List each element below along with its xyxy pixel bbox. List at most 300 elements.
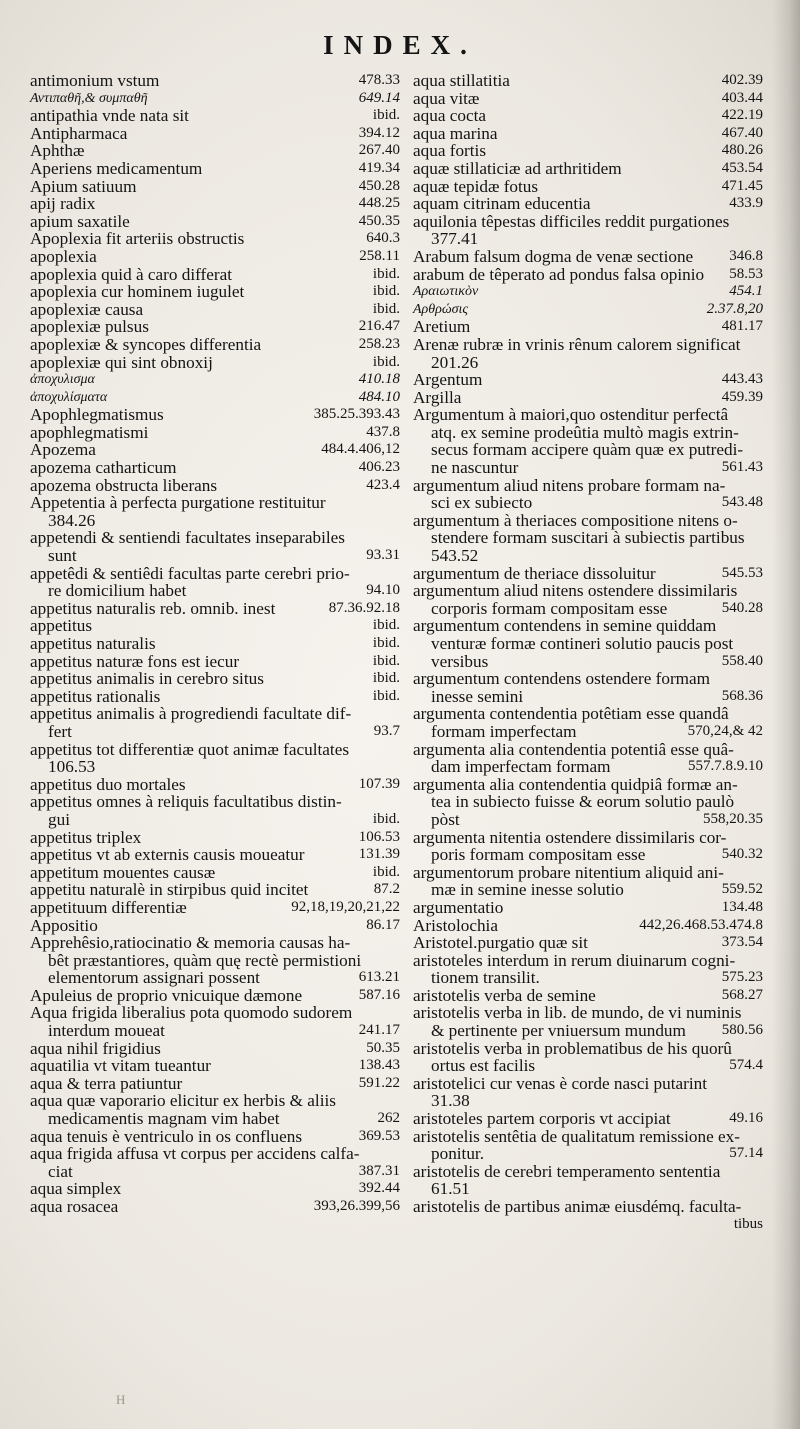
continuation-text: atq. ex semine prodeûtia multò magis extrin- xyxy=(431,422,739,442)
page-reference: 106.53 xyxy=(358,828,400,845)
entry-term: aristotelis verba in lib. de mundo, de vi numinis xyxy=(413,1003,742,1023)
entry-term: Appetentia à perfecta purgatione restituitur xyxy=(30,493,326,513)
index-entry xyxy=(413,617,765,652)
page-reference: 478.33 xyxy=(358,72,400,88)
index-entry xyxy=(413,1075,765,1110)
entry-term: Arabum falsum dogma de venæ sectione xyxy=(413,246,694,266)
entry-continuation xyxy=(413,494,763,512)
page-reference: 484.10 xyxy=(358,388,400,405)
continuation-text: medicamentis magnam vim habet xyxy=(48,1109,280,1129)
entry-term: argumentum aliud nitens probare formam na- xyxy=(413,475,726,495)
entry-term: appetendi & sentiendi facultates inseparabiles xyxy=(30,528,345,548)
page-reference: ibid. xyxy=(372,652,400,669)
continuation-text: corporis formam compositam esse xyxy=(431,598,668,618)
entry-term: ἀποχυλίσματα xyxy=(30,389,108,405)
index-entry xyxy=(413,811,765,829)
entry-term: Argilla xyxy=(413,387,462,407)
page-reference: 471.45 xyxy=(721,177,763,194)
index-entry xyxy=(413,1110,765,1128)
entry-term: appetêdi & sentiêdi facultas parte cerebri prio- xyxy=(30,563,350,583)
page-reference: 557.7.8.9.10 xyxy=(688,758,763,775)
page-reference: 545.53 xyxy=(721,564,763,581)
entry-term: appetitus rationalis xyxy=(30,686,161,706)
entry-term: appetitus animalis in cerebro situs xyxy=(30,669,264,689)
index-entry xyxy=(413,917,765,935)
index-entry xyxy=(30,1180,402,1198)
index-entry xyxy=(30,441,402,459)
entry-term: apoplexiæ qui sint obnoxij xyxy=(30,352,213,372)
index-entry xyxy=(413,477,765,512)
page-reference: ibid. xyxy=(372,670,400,687)
entry-term: aquæ stillaticiæ ad arthritidem xyxy=(413,158,622,178)
index-entry xyxy=(30,565,402,600)
page-reference: 423.4 xyxy=(366,476,400,493)
index-entry xyxy=(30,142,402,160)
page-reference: 587.16 xyxy=(358,986,400,1003)
index-entry xyxy=(30,705,402,740)
entry-term: argumentum contendens in semine quiddam xyxy=(413,616,717,636)
entry-term: aristoteles interdum in rerum diuinarum cogni- xyxy=(413,950,736,970)
index-entry xyxy=(413,776,765,811)
entry-continuation xyxy=(413,758,763,776)
index-entry xyxy=(413,512,765,547)
page-reference: ibid. xyxy=(372,107,400,124)
continuation-text: dam imperfectam formam xyxy=(431,757,611,777)
page-reference: 387.31 xyxy=(358,1162,400,1179)
index-entry xyxy=(30,354,402,372)
page-reference: 49.16 xyxy=(729,1110,763,1127)
page-reference: 2.37.8,20 xyxy=(706,300,763,317)
entry-continuation xyxy=(413,424,763,442)
entry-continuation xyxy=(413,723,763,741)
index-entry xyxy=(30,670,402,688)
index-entry xyxy=(413,582,765,617)
entry-continuation xyxy=(413,441,763,459)
entry-term: aqua frigida affusa vt corpus per accidens calfa- xyxy=(30,1144,360,1164)
page-reference: 131.39 xyxy=(358,846,400,863)
page-reference: 216.47 xyxy=(358,318,400,335)
entry-continuation xyxy=(30,1110,400,1128)
page-reference: 87.36.92.18 xyxy=(328,599,400,616)
continuation-text: versibus xyxy=(431,651,489,671)
index-entry xyxy=(413,213,765,248)
index-entry xyxy=(413,864,765,899)
entry-continuation xyxy=(413,969,763,987)
entry-term: argumentatio xyxy=(413,897,504,917)
index-entry xyxy=(30,864,402,882)
index-entry xyxy=(30,635,402,653)
entry-continuation xyxy=(413,846,763,864)
page-reference: ibid. xyxy=(372,283,400,300)
page-reference: 346.8 xyxy=(729,247,763,264)
entry-term: Apoplexia fit arteriis obstructis xyxy=(30,229,245,249)
index-entry xyxy=(30,600,402,618)
entry-term: aqua & terra patiuntur xyxy=(30,1073,183,1093)
entry-term: aqua stillatitia xyxy=(413,71,510,90)
entry-term: Aristolochia xyxy=(413,915,498,935)
page-reference: 574.4 xyxy=(729,1057,763,1074)
entry-term: Αρθρώσις xyxy=(413,301,469,317)
entry-term: apoplexia xyxy=(30,246,97,266)
entry-term: appetitus naturæ fons est iecur xyxy=(30,651,240,671)
continuation-text: venturæ formæ contineri solutio paucis post xyxy=(431,634,734,653)
entry-continuation xyxy=(413,600,763,618)
index-entry xyxy=(413,670,765,705)
page-reference: 459.39 xyxy=(721,388,763,405)
page-reference: 437.8 xyxy=(366,423,400,440)
page-reference: 591.22 xyxy=(358,1074,400,1091)
index-entry xyxy=(413,1004,765,1039)
index-entry xyxy=(413,125,765,143)
entry-term: aquam citrinam educentia xyxy=(413,194,591,214)
page-reference: 373.54 xyxy=(721,934,763,951)
continuation-text: inesse semini xyxy=(431,686,524,706)
continuation-text: tionem transilit. xyxy=(431,968,540,988)
entry-term: aristotelis verba de semine xyxy=(413,985,596,1005)
index-entry xyxy=(413,741,765,776)
index-entry xyxy=(30,160,402,178)
index-entry xyxy=(30,230,402,248)
index-entry xyxy=(30,72,402,90)
index-entry xyxy=(413,565,765,583)
index-entry xyxy=(30,917,402,935)
index-entry xyxy=(413,389,765,407)
entry-term: antipathia vnde nata sit xyxy=(30,106,189,126)
entry-term: argumentum de theriace dissoluitur xyxy=(413,563,656,583)
entry-term: argumenta nitentia ostendere dissimilaris cor- xyxy=(413,827,727,847)
page-reference: 481.17 xyxy=(721,318,763,335)
page-reference: 649.14 xyxy=(358,89,400,106)
page-title: INDEX. xyxy=(323,30,477,60)
continuation-text: 201.26 xyxy=(431,352,479,372)
continuation-text: ne nascuntur xyxy=(431,458,519,478)
index-entry xyxy=(30,987,402,1005)
entry-term: arabum de têperato ad pondus falsa opinio xyxy=(413,264,705,284)
index-entry xyxy=(30,881,402,899)
index-entry xyxy=(413,441,765,459)
page-reference: 558,20.35 xyxy=(703,810,763,827)
index-entry xyxy=(413,934,765,952)
entry-term: appetitus triplex xyxy=(30,827,142,847)
page-reference: 613.21 xyxy=(358,969,400,986)
index-entry xyxy=(30,424,402,442)
entry-continuation xyxy=(413,635,763,653)
continuation-text: interdum moueat xyxy=(48,1021,165,1041)
page-reference: ibid. xyxy=(372,265,400,282)
continuation-text: 31.38 xyxy=(431,1091,470,1111)
index-entry xyxy=(413,547,765,565)
page-reference: ibid. xyxy=(372,300,400,317)
entry-term: argumenta contendentia potêtiam esse quandâ xyxy=(413,704,729,724)
continuation-text: & pertinente per vniuersum mundum xyxy=(431,1021,686,1041)
entry-term: Aphthæ xyxy=(30,141,85,161)
entry-continuation xyxy=(30,547,400,565)
page-reference: 138.43 xyxy=(358,1057,400,1074)
continuation-text: tea in subiecto fuisse & eorum solutio paulò xyxy=(431,792,735,812)
page-reference: 480.26 xyxy=(721,142,763,159)
entry-term: apozema obstructa liberans xyxy=(30,475,218,495)
index-entry xyxy=(30,125,402,143)
entry-term: apij radix xyxy=(30,194,96,214)
entry-term: appetitus duo mortales xyxy=(30,774,186,794)
entry-term: appetitus animalis à progrediendi facultate dif- xyxy=(30,704,352,724)
continuation-text: poris formam compositam esse xyxy=(431,845,646,865)
index-entry xyxy=(30,934,402,969)
page-reference: 241.17 xyxy=(358,1022,400,1039)
signature-mark: H xyxy=(116,1392,126,1407)
entry-term: appetitus naturalis reb. omnib. inest xyxy=(30,598,276,618)
index-entry xyxy=(413,72,765,90)
entry-term: Aqua frigida liberalius pota quomodo sudorem xyxy=(30,1003,353,1023)
page-gutter-shadow xyxy=(772,0,800,1429)
index-entry xyxy=(30,1128,402,1146)
page-reference: 580.56 xyxy=(721,1022,763,1039)
entry-term: argumenta alia contendentia quidpiâ formæ an- xyxy=(413,774,738,794)
page-reference: 568.36 xyxy=(721,687,763,704)
page-reference: 558.40 xyxy=(721,652,763,669)
page-reference: 467.40 xyxy=(721,124,763,141)
index-entry xyxy=(413,301,765,319)
index-entry xyxy=(30,653,402,671)
entry-term: appetitus omnes à reliquis facultatibus distin- xyxy=(30,792,342,812)
entry-term: aquatilia vt vitam tueantur xyxy=(30,1056,211,1076)
index-entry xyxy=(30,371,402,389)
entry-term: argumenta alia contendentia potentiâ esse quâ- xyxy=(413,739,734,759)
page-reference: 393,26.399,56 xyxy=(313,1198,400,1214)
continuation-text: sunt xyxy=(48,546,77,566)
entry-continuation xyxy=(413,354,763,372)
entry-term: aqua cocta xyxy=(413,106,486,126)
page-reference: ibid. xyxy=(372,635,400,651)
entry-term: Apprehêsio,ratiocinatio & memoria causas ha- xyxy=(30,933,351,953)
page-reference: 402.39 xyxy=(721,72,763,88)
entry-term: Αντιπαθῆ,& συμπαθῆ xyxy=(30,90,148,106)
index-entry xyxy=(413,1198,765,1233)
page-reference: 93.31 xyxy=(366,547,400,564)
page-reference: 448.25 xyxy=(358,195,400,212)
continuation-text: re domicilium habet xyxy=(48,581,187,601)
index-entry xyxy=(30,213,402,231)
entry-term: aqua fortis xyxy=(413,141,487,161)
continuation-text: 543.52 xyxy=(431,546,479,566)
index-entry xyxy=(413,318,765,336)
page-reference: 540.32 xyxy=(721,846,763,863)
entry-continuation xyxy=(413,881,763,899)
index-entry xyxy=(413,142,765,160)
index-entry xyxy=(30,1040,402,1058)
entry-term: appetitus naturalis xyxy=(30,634,156,653)
page-reference: 433.9 xyxy=(729,195,763,212)
entry-continuation xyxy=(413,547,763,565)
entry-term: argumentorum probare nitentium aliquid ani- xyxy=(413,862,724,882)
page-reference: 575.23 xyxy=(721,969,763,986)
page-reference: ibid. xyxy=(372,810,400,827)
index-entry xyxy=(413,705,765,740)
entry-term: aristotelis de partibus animæ eiusdémq. faculta- xyxy=(413,1197,742,1216)
page-reference: 559.52 xyxy=(721,881,763,898)
page-reference: 258.23 xyxy=(358,335,400,352)
entry-continuation xyxy=(413,1180,763,1198)
index-entry xyxy=(413,406,765,441)
continuation-text: formam imperfectam xyxy=(431,721,577,741)
page-reference: 394.12 xyxy=(358,124,400,141)
page-reference: 570,24,& 42 xyxy=(687,722,763,739)
index-entry xyxy=(30,336,402,354)
entry-term: aristotelis sentêtia de qualitatum remissione ex- xyxy=(413,1126,740,1146)
page-reference: 262 xyxy=(377,1110,400,1127)
index-entry xyxy=(413,1040,765,1075)
index-entry xyxy=(30,1004,402,1039)
page-reference: 58.53 xyxy=(729,265,763,282)
index-entry xyxy=(30,459,402,477)
index-entry xyxy=(413,248,765,266)
index-entry xyxy=(413,178,765,196)
index-entry xyxy=(413,899,765,917)
index-entry xyxy=(30,969,402,987)
index-entry xyxy=(30,1145,402,1180)
index-column-left xyxy=(30,72,402,1216)
continuation-text: fert xyxy=(48,721,72,741)
entry-term: apophlegmatismi xyxy=(30,422,149,442)
page-reference: 392.44 xyxy=(358,1180,400,1197)
page-reference: 87.2 xyxy=(373,881,400,898)
page-reference: 561.43 xyxy=(721,459,763,476)
entry-continuation xyxy=(413,1022,763,1040)
entry-continuation xyxy=(413,1145,763,1163)
index-entry xyxy=(30,389,402,407)
page-reference: 50.35 xyxy=(366,1039,400,1056)
entry-term: aquæ tepidæ fotus xyxy=(413,176,539,196)
entry-continuation xyxy=(30,1022,400,1040)
entry-continuation xyxy=(413,688,763,706)
entry-term: aristoteles partem corporis vt accipiat xyxy=(413,1109,671,1129)
index-entry xyxy=(30,248,402,266)
page-reference: 86.17 xyxy=(366,916,400,933)
index-entry xyxy=(30,90,402,108)
entry-term: aqua tenuis è ventriculo in os confluens xyxy=(30,1126,303,1146)
page-reference: 403.44 xyxy=(721,89,763,106)
entry-continuation xyxy=(30,969,400,987)
entry-term: ἀποχυλισμα xyxy=(30,372,95,388)
continuation-text: 106.53 xyxy=(48,757,96,777)
entry-term: Argentum xyxy=(413,370,483,390)
page-reference: ibid. xyxy=(372,687,400,704)
entry-term: Apium satiuum xyxy=(30,176,137,196)
entry-term: Apuleius de proprio vnicuique dæmone xyxy=(30,985,303,1005)
continuation-text: bêt præstantiores, quàm quę rectè permistioni xyxy=(48,950,362,970)
index-entry xyxy=(30,617,402,635)
continuation-text: ortus est facilis xyxy=(431,1056,536,1076)
index-entry xyxy=(30,266,402,284)
entry-term: Aristotel.purgatio quæ sit xyxy=(413,933,588,953)
page-reference: 267.40 xyxy=(358,142,400,159)
entry-term: aristotelis de cerebri temperamento sententia xyxy=(413,1161,721,1181)
page-reference: ibid. xyxy=(372,617,400,634)
page-reference: 385.25.393.43 xyxy=(313,406,400,423)
index-entry xyxy=(30,846,402,864)
continuation-text: ponitur. xyxy=(431,1144,484,1164)
entry-continuation xyxy=(30,952,400,970)
index-entry xyxy=(30,741,402,776)
entry-term: apoplexiæ pulsus xyxy=(30,317,149,337)
page-reference: 258.11 xyxy=(359,247,400,264)
page-reference: 369.53 xyxy=(358,1127,400,1144)
entry-term: Apophlegmatismus xyxy=(30,405,164,425)
entry-term: appetitum mouentes causæ xyxy=(30,862,216,882)
index-entry xyxy=(30,688,402,706)
entry-term: aquilonia têpestas difficiles reddit purgationes xyxy=(413,211,730,231)
index-entry xyxy=(30,529,402,564)
page-reference: ibid. xyxy=(372,353,400,370)
page-reference: 57.14 xyxy=(729,1145,763,1162)
entry-term: apozema catharticum xyxy=(30,458,177,478)
index-entry xyxy=(413,107,765,125)
entry-continuation xyxy=(413,811,763,829)
entry-term: Aretium xyxy=(413,317,471,337)
index-entry xyxy=(30,1092,402,1127)
entry-term: Arenæ rubræ in vrinis rênum calorem significat xyxy=(413,334,741,354)
entry-term: appetituum differentiæ xyxy=(30,897,187,917)
page-reference: 450.28 xyxy=(358,177,400,194)
entry-term: aqua nihil frigidius xyxy=(30,1038,161,1058)
page-reference: 442,26.468.53.474.8 xyxy=(639,916,763,933)
index-entry xyxy=(413,90,765,108)
index-entry xyxy=(30,195,402,213)
page-reference: ibid. xyxy=(372,863,400,880)
entry-continuation xyxy=(413,1057,763,1075)
page-reference: 540.28 xyxy=(721,599,763,616)
index-entry xyxy=(413,1128,765,1163)
entry-continuation xyxy=(30,811,400,829)
page-reference: 94.10 xyxy=(366,582,400,599)
entry-term: argumentum à theriaces compositione nitens o- xyxy=(413,510,738,530)
page-reference: 450.35 xyxy=(358,212,400,229)
entry-term: argumentum contendens ostendere formam xyxy=(413,669,711,689)
continuation-text: sci ex subiecto xyxy=(431,493,533,513)
continuation-text: 384.26 xyxy=(48,510,96,530)
index-column-right xyxy=(413,72,765,1233)
entry-term: Aperiens medicamentum xyxy=(30,158,203,178)
page-reference: 107.39 xyxy=(358,775,400,792)
page-reference: 454.1 xyxy=(729,283,763,300)
index-entry xyxy=(413,195,765,213)
page-reference: 640.3 xyxy=(366,230,400,247)
page-reference: 93.7 xyxy=(373,722,400,739)
index-entry xyxy=(30,107,402,125)
entry-continuation xyxy=(30,758,400,776)
page-reference: 484.4.406,12 xyxy=(321,441,400,458)
entry-term: Antipharmaca xyxy=(30,123,128,143)
page-reference: 443.43 xyxy=(721,371,763,388)
entry-continuation xyxy=(30,723,400,741)
index-entry xyxy=(413,283,765,301)
entry-continuation xyxy=(413,793,763,811)
page-reference: 453.54 xyxy=(721,159,763,176)
entry-continuation xyxy=(30,512,400,530)
index-entry xyxy=(413,336,765,371)
entry-term: Αραιωτικὸν xyxy=(413,284,479,300)
index-entry xyxy=(413,371,765,389)
entry-term: Argumentum à maiori,quo ostenditur perfectâ xyxy=(413,405,729,425)
entry-term: appetitus tot differentiæ quot animæ facultates xyxy=(30,739,350,759)
index-entry xyxy=(30,406,402,424)
page-reference: 419.34 xyxy=(358,159,400,176)
index-entry xyxy=(413,160,765,178)
entry-term: argumentum aliud nitens ostendere dissimilaris xyxy=(413,581,738,601)
index-entry xyxy=(413,266,765,284)
continuation-text: elementorum assignari possent xyxy=(48,968,260,988)
continuation-text: pòst xyxy=(431,809,460,829)
